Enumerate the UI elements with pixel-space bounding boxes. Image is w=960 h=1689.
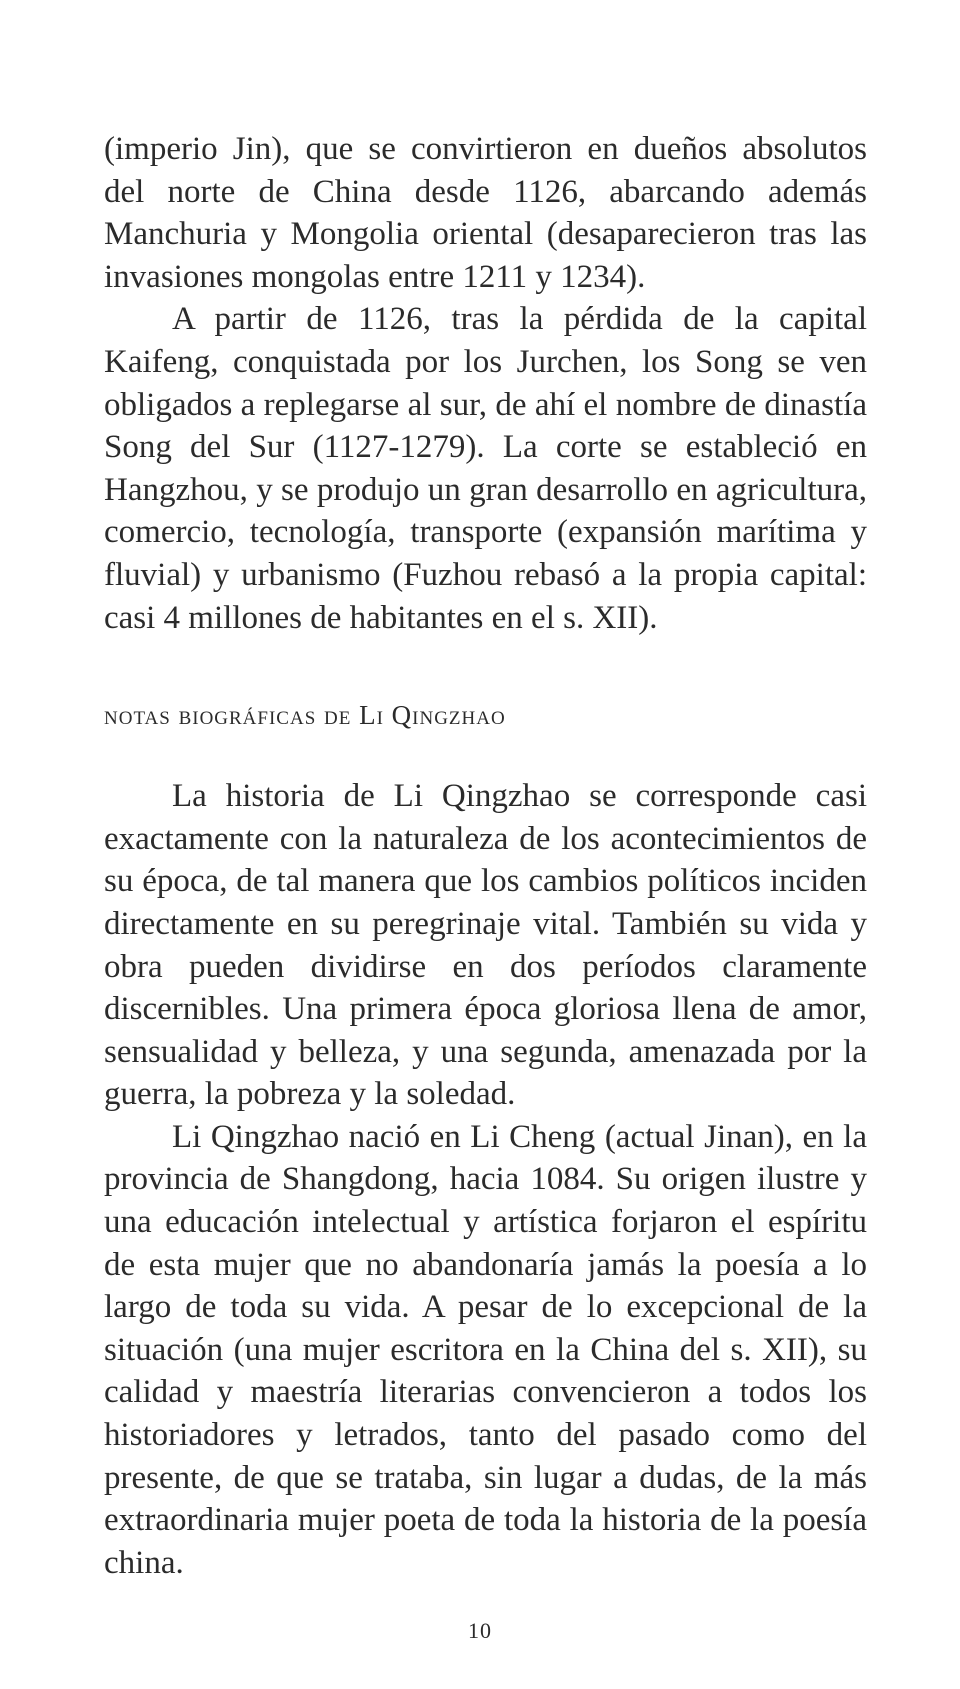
- paragraph-song-del-sur: A partir de 1126, tras la pérdida de la capital Kaifeng, conquistada por los Jurchen, los Song se ven obligados a replegarse al sur, de ahí el nombre de dinastía Song del Sur (1127-1279). La corte se estableció en Hangzhou, y se produjo un gran desarrollo en agricultura, comercio, tecnología, transporte (expansión marítima y fluvial) y urbanismo (Fuzhou rebasó a la propia capital: casi 4 millones de habitantes en el s. XII).: [104, 301, 867, 636]
- text-column: [104, 128, 867, 1584]
- paragraph-nacimiento-li-qingzhao: Li Qingzhao nació en Li Cheng (actual Jinan), en la provincia de Shangdong, hacia 1084. Su origen ilustre y una educación intelectual y artística forjaron el espíritu de esta mujer que no abandonaría jamás la poesía a lo largo de toda su vida. A pesar de lo excepcional de la situación (una mujer escritora en la China del s. XII), su calidad y maestría literarias convencieron a todos los historiadores y letrados, tanto del pasado como del presente, de que se trataba, sin lugar a dudas, de la más extraordinaria mujer poeta de toda la historia de la poesía china.: [104, 1118, 867, 1581]
- paragraph-imperio-jin: (imperio Jin), que se convirtieron en dueños absolutos del norte de China desde 1126, abarcando además Manchuria y Mongolia oriental (desaparecieron tras las invasiones mongolas entre 1211 y 1234).: [104, 131, 867, 295]
- section-heading: notas biográficas de Li Qingzhao: [104, 700, 506, 731]
- page-number: 10: [468, 1618, 492, 1643]
- paragraph-historia-li-qingzhao: La historia de Li Qingzhao se corresponde casi exactamente con la naturaleza de los acontecimientos de su época, de tal manera que los cambios políticos inciden directamente en su peregrinaje vital. También su vida y obra pueden dividirse en dos períodos claramente discernibles. Una primera época gloriosa llena de amor, sensualidad y belleza, y una segunda, amenazada por la guerra, la pobreza y la soledad.: [104, 778, 867, 1113]
